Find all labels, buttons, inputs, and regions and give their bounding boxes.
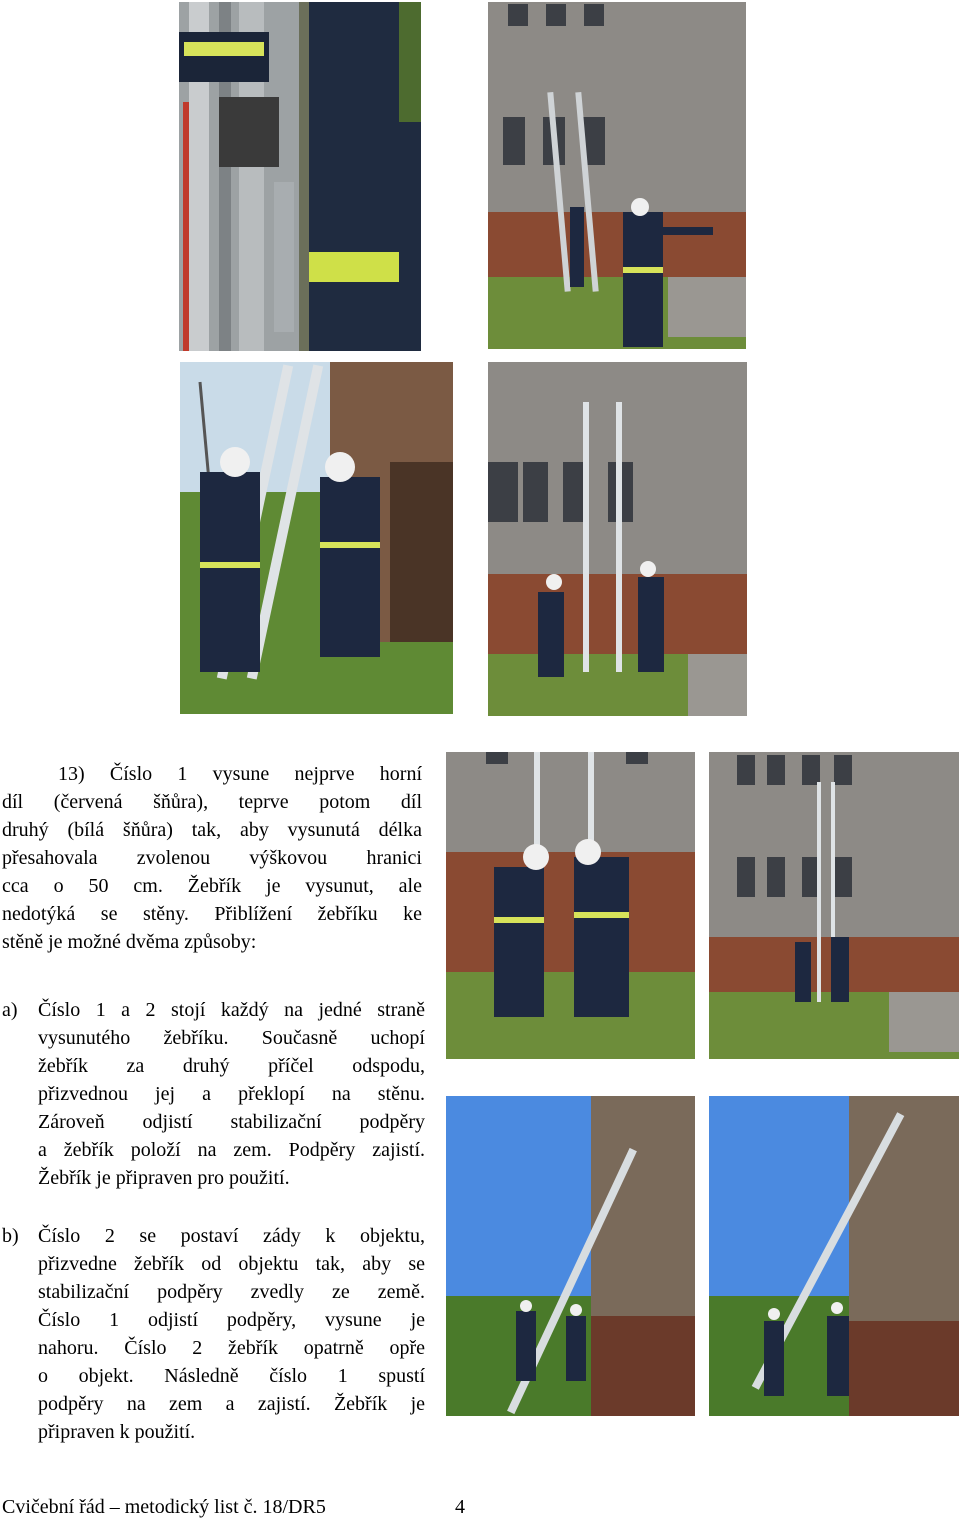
footer-doc-title: Cvičební řád – metodický list č. 18/DR5 (2, 1496, 326, 1518)
paragraph-13-line: druhý (bílá šňůra) tak, aby vysunutá délka (2, 819, 422, 841)
photo-two-firefighters-lifting (180, 362, 453, 714)
item-b-line: o objekt. Následně číslo 1 spustí (38, 1365, 425, 1387)
item-b-line: Číslo 2 se postaví zády k objektu, (38, 1225, 425, 1247)
item-b-marker: b) (2, 1225, 19, 1247)
item-b-line: Číslo 1 odjistí podpěry, vysune je (38, 1309, 425, 1331)
item-b-line: připraven k použití. (38, 1421, 196, 1443)
photo-ladder-lock-closeup (179, 2, 421, 351)
footer-page-number: 4 (455, 1496, 465, 1518)
photo-ladder-leaning-sunset-2 (709, 1096, 959, 1416)
item-a-line: a žebřík položí na zem. Podpěry zajistí. (38, 1139, 425, 1161)
paragraph-13-line: přesahovala zvolenou výškovou hranici (2, 847, 422, 869)
item-a-marker: a) (2, 999, 18, 1021)
item-a-line: Zároveň odjistí stabilizační podpěry (38, 1111, 425, 1133)
item-b-line: nahoru. Číslo 2 žebřík opatrně opře (38, 1337, 425, 1359)
photo-ladder-leaning-sunset-1 (446, 1096, 695, 1416)
photo-ladder-extended-building (488, 2, 746, 349)
item-a-line: žebřík za druhý příčel odspodu, (38, 1055, 425, 1077)
item-a-text (38, 996, 425, 1192)
paragraph-13 (2, 760, 422, 956)
item-a-line: Číslo 1 a 2 stojí každý na jedné straně (38, 999, 425, 1021)
paragraph-13-line: díl (červená šňůra), teprve potom díl (2, 791, 422, 813)
item-a-line: přizvednou jej a překlopí na stěnu. (38, 1083, 425, 1105)
paragraph-13-line: cca o 50 cm. Žebřík je vysunut, ale (2, 875, 422, 897)
paragraph-13-line: stěně je možné dvěma způsoby: (2, 931, 257, 953)
paragraph-13-line: 13) Číslo 1 vysune nejprve horní (58, 763, 422, 785)
item-b-line: přizvedne žebřík od objektu tak, aby se (38, 1253, 425, 1275)
item-b-text (38, 1222, 425, 1446)
photo-ladder-against-wall-far (709, 752, 959, 1059)
item-b-line: podpěry na zem a zajistí. Žebřík je (38, 1393, 425, 1415)
paragraph-13-line: nedotýká se stěny. Přiblížení žebříku ke (2, 903, 422, 925)
photo-firefighters-near-ladder (446, 752, 695, 1059)
photo-ladder-upright-building (488, 362, 747, 716)
item-a-line: vysunutého žebříku. Současně uchopí (38, 1027, 425, 1049)
item-b-line: stabilizační podpěry zvedly ze země. (38, 1281, 425, 1303)
item-a-line: Žebřík je připraven pro použití. (38, 1167, 290, 1189)
